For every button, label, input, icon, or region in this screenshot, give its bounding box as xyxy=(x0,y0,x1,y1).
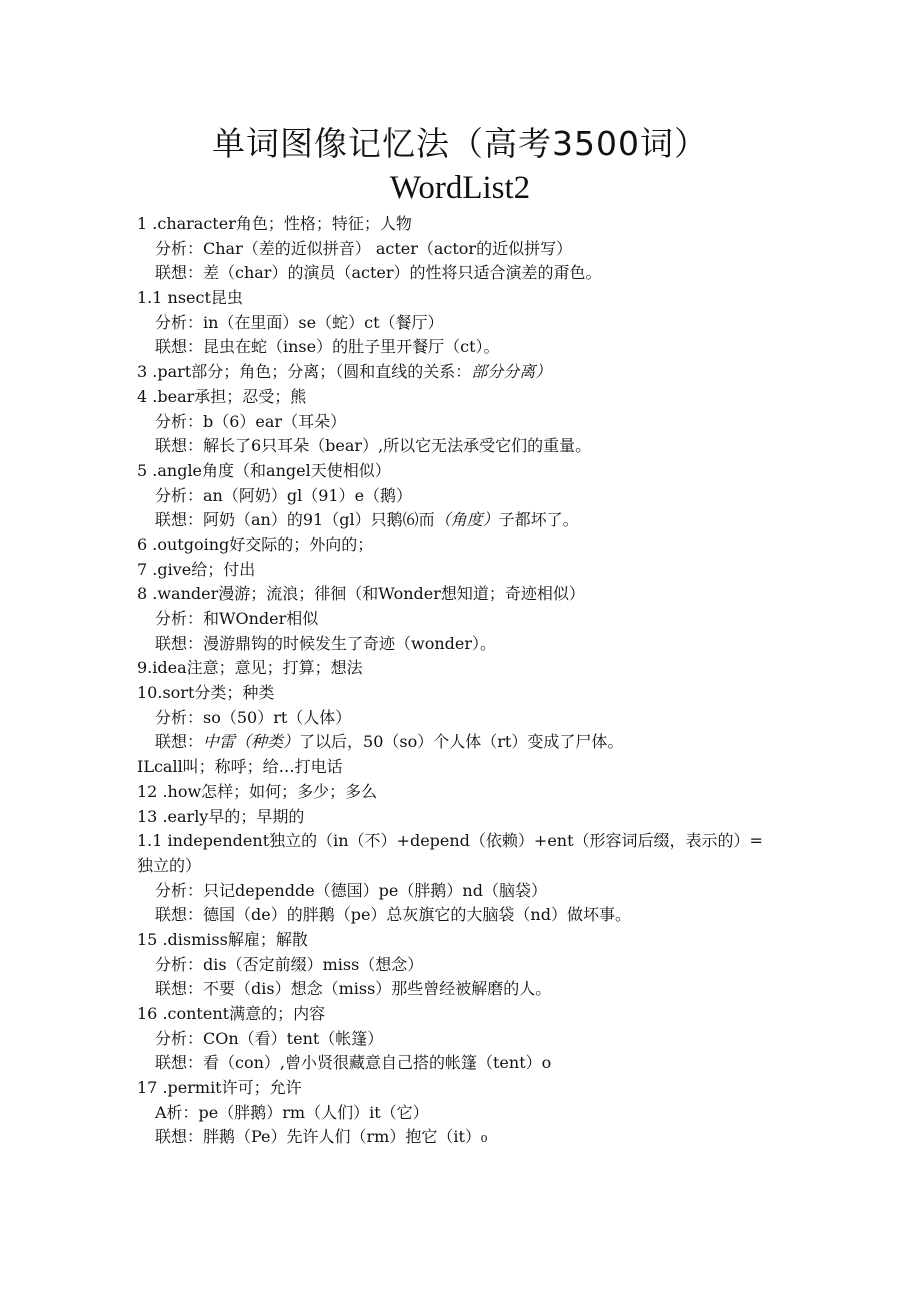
entry-detail-line xyxy=(137,1125,797,1150)
line-text: 分析：只记dependde（德国）pe（胖鹅）nd（脑袋） xyxy=(155,880,547,900)
line-text: 联想：不要（dis）想念（miss）那些曾经被解磨的人。 xyxy=(155,979,552,999)
line-text: 7 .give给；付出 xyxy=(137,559,256,579)
line-text: 6 .outgoing好交际的；外向的； xyxy=(137,534,374,554)
line-text: 分析：Char（差的近似拼音） acter（actor的近似拼写） xyxy=(155,238,573,258)
entry-detail-line xyxy=(137,879,797,904)
word-list-heading: WordList2 xyxy=(389,170,531,206)
line-text: 分析：COn（看）tent（帐篷） xyxy=(155,1028,384,1048)
line-text: 联想：解长了6只耳朵（bear）,所以它无法承受它们的重量。 xyxy=(155,436,592,456)
entry-detail-line xyxy=(137,607,797,632)
entry-detail-line xyxy=(137,706,797,731)
entry-heading-line xyxy=(137,805,797,830)
entry-detail-line xyxy=(137,977,797,1002)
line-text: 独立的） xyxy=(137,855,202,875)
line-text: 联想：看（con）,曾小贤很藏意自己搭的帐篷（tent）o xyxy=(155,1053,552,1073)
line-text: 1 .character角色；性格；特征；人物 xyxy=(137,214,412,233)
italic-text: 部分分离） xyxy=(471,362,552,382)
line-text: 联想：昆虫在蛇（inse）的肚子里开餐厅（ct）。 xyxy=(155,337,500,357)
line-text-after: 了以后，50（so）个人体（rt）变成了尸体。 xyxy=(299,732,624,752)
page-title: 单词图像记忆法（高考3500词） xyxy=(212,124,708,163)
entry-heading-line xyxy=(137,212,797,237)
entry-heading-line xyxy=(137,582,797,607)
entry-detail-line xyxy=(137,335,797,360)
line-text: 4 .bear承担；忍受；熊 xyxy=(137,386,307,406)
line-text: ILcall叫；称呼；给…打电话 xyxy=(137,757,343,777)
line-text: 分析：an（阿奶）gl（91）e（鹅） xyxy=(155,485,413,505)
line-text: 1.1 nsect昆虫 xyxy=(137,288,243,308)
line-text: 联想：德国（de）的胖鹅（pe）总灰旗它的大脑袋（nd）做坏事。 xyxy=(155,905,631,925)
entry-detail-line xyxy=(137,1101,797,1126)
entry-detail-line xyxy=(137,1051,797,1076)
entry-detail-line xyxy=(137,632,797,657)
entry-detail-line xyxy=(137,484,797,509)
entry-heading-line xyxy=(137,928,797,953)
entry-detail-line xyxy=(137,434,797,459)
entry-heading-line xyxy=(137,780,797,805)
line-text: 分析：in（在里面）se（蛇）ct（餐厅） xyxy=(155,312,444,332)
line-text: 联想：差（char）的演员（acter）的性将只适合演差的甭色。 xyxy=(155,263,602,283)
entry-heading-line xyxy=(137,1002,797,1027)
line-text: 15 .dismiss解雇；解散 xyxy=(137,929,308,949)
line-text: 3 .part部分；角色；分离；（圆和直线的关系： xyxy=(137,362,472,382)
entry-heading-line xyxy=(137,558,797,583)
entry-detail-line xyxy=(137,903,797,928)
line-text: 联想：阿奶（an）的91（gl）只鹅⑹而 xyxy=(155,510,435,530)
line-text: 联想：漫游鼎钩的时候发生了奇迹（wonder）。 xyxy=(155,633,496,653)
line-text: 5 .angle角度（和angel天使相似） xyxy=(137,460,391,480)
line-text: 联想： xyxy=(155,732,204,752)
line-text: 联想：胖鹅（Pe）先许人们（rm）抱它（it）₀ xyxy=(155,1127,488,1147)
entry-heading-line xyxy=(137,656,797,681)
entry-heading-line xyxy=(137,385,797,410)
entry-heading-line xyxy=(137,1076,797,1101)
entry-detail-line xyxy=(137,261,797,286)
line-text: 分析：b（6）ear（耳朵） xyxy=(155,411,347,431)
line-text: 9.idea注意；意见；打算；想法 xyxy=(137,658,363,678)
entry-heading-line xyxy=(137,360,797,385)
line-text: A析：pe（胖鹅）rm（人们）it（它） xyxy=(155,1102,429,1122)
entry-heading-line xyxy=(137,681,797,706)
line-text: 10.sort分类；种类 xyxy=(137,683,275,703)
line-text: 分析：so（50）rt（人体） xyxy=(155,707,352,727)
entry-heading-line xyxy=(137,533,797,558)
entry-heading-line xyxy=(137,459,797,484)
line-text: 16 .content满意的；内容 xyxy=(137,1004,326,1023)
entry-detail-line xyxy=(137,730,797,755)
line-text-after: 子都坏了。 xyxy=(498,510,579,530)
line-text: 8 .wander漫游；流浪；徘徊（和Wonder想知道；奇迹相似） xyxy=(137,584,585,604)
entry-detail-line xyxy=(137,237,797,262)
entry-detail-line xyxy=(137,311,797,336)
entry-detail-line xyxy=(137,508,797,533)
entry-detail-line xyxy=(137,1027,797,1052)
entry-heading-line xyxy=(137,829,797,854)
entry-detail-line xyxy=(137,953,797,978)
line-text: 1.1 independent独立的（in（不）+depend（依赖）+ent（形容词后缀，表示的）= xyxy=(137,831,763,851)
entry-detail-line xyxy=(137,410,797,435)
italic-text: （角度） xyxy=(434,510,499,530)
line-text: 12 .how怎样；如何；多少；多么 xyxy=(137,781,378,801)
word-list-body xyxy=(137,212,797,1150)
entry-heading-line xyxy=(137,286,797,311)
entry-heading-line xyxy=(137,854,797,879)
line-text: 13 .early早的；早期的 xyxy=(137,806,305,826)
line-text: 分析：dis（否定前缀）miss（想念） xyxy=(155,954,424,974)
line-text: 分析：和WOnder相似 xyxy=(155,609,319,628)
italic-text: 中雷（种类） xyxy=(203,732,300,752)
entry-heading-line xyxy=(137,755,797,780)
line-text: 17 .permit许可；允许 xyxy=(137,1078,302,1098)
